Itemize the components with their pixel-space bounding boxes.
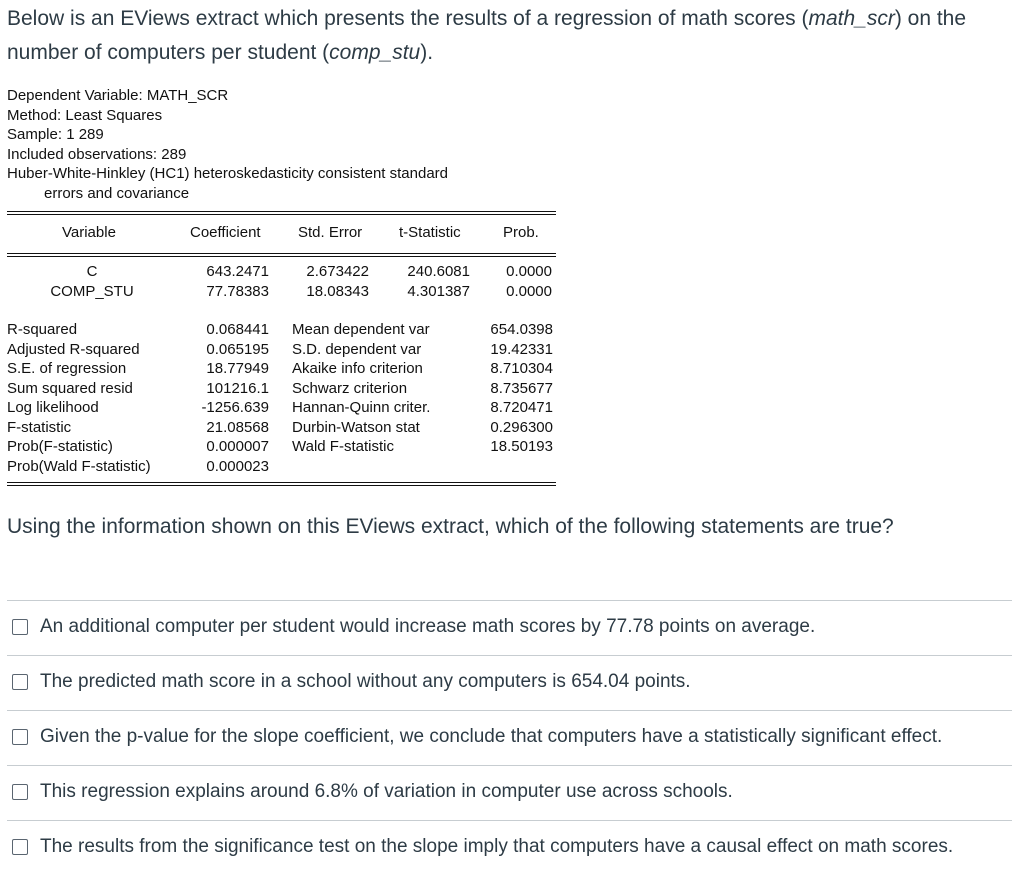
stat-value: 0.068441 bbox=[206, 321, 269, 338]
stat-value: 8.735677 bbox=[490, 380, 553, 397]
stat-label: Durbin-Watson stat bbox=[292, 419, 420, 436]
option-2[interactable] bbox=[12, 667, 691, 697]
stat-label: Log likelihood bbox=[7, 399, 99, 416]
dependent-variable-line: Dependent Variable: MATH_SCR bbox=[7, 87, 229, 104]
stat-value: 19.42331 bbox=[490, 341, 553, 358]
row-t: 4.301387 bbox=[407, 283, 470, 300]
stat-value: 0.296300 bbox=[490, 419, 553, 436]
stat-value: 654.0398 bbox=[490, 321, 553, 338]
stat-label: F-statistic bbox=[7, 419, 72, 436]
stat-value: 0.000007 bbox=[206, 438, 269, 455]
stat-value: 0.000023 bbox=[206, 458, 269, 475]
option-divider bbox=[7, 655, 1012, 656]
option-3[interactable] bbox=[12, 722, 942, 752]
option-label: The results from the significance test on the slope imply that computers have a causal effect on math scores. bbox=[40, 836, 954, 857]
stat-value: 8.720471 bbox=[490, 399, 553, 416]
stat-label: Wald F-statistic bbox=[292, 438, 394, 455]
row-se: 2.673422 bbox=[306, 263, 369, 280]
row-variable: COMP_STU bbox=[50, 283, 134, 300]
option-1[interactable] bbox=[12, 612, 815, 642]
row-se: 18.08343 bbox=[306, 283, 369, 300]
table-rule bbox=[7, 256, 556, 257]
covariance-line: Huber-White-Hinkley (HC1) heteroskedasticity consistent standard bbox=[7, 165, 449, 182]
option-label: An additional computer per student would increase math scores by 77.78 points on average. bbox=[40, 616, 816, 637]
option-5[interactable] bbox=[12, 832, 953, 862]
stat-label: Prob(F-statistic) bbox=[7, 438, 113, 455]
stat-value: 101216.1 bbox=[206, 380, 269, 397]
option-divider bbox=[7, 765, 1012, 766]
col-t-statistic: t-Statistic bbox=[399, 224, 461, 241]
intro-part2: ) on the number of computers per student ( bbox=[7, 7, 967, 64]
col-prob: Prob. bbox=[503, 224, 539, 241]
row-t: 240.6081 bbox=[407, 263, 470, 280]
row-coef: 643.2471 bbox=[206, 263, 269, 280]
checkbox-icon[interactable] bbox=[12, 784, 28, 800]
table-rule bbox=[7, 253, 556, 254]
row-p: 0.0000 bbox=[506, 263, 552, 280]
option-label: Given the p-value for the slope coefficient, we conclude that computers have a statistically significant effect. bbox=[40, 726, 943, 747]
intro-part1: Below is an EViews extract which presents the results of a regression of math scores ( bbox=[7, 7, 809, 30]
checkbox-icon[interactable] bbox=[12, 619, 28, 635]
option-divider bbox=[7, 820, 1012, 821]
table-rule bbox=[7, 211, 556, 212]
stat-label: R-squared bbox=[7, 321, 78, 338]
col-variable: Variable bbox=[62, 224, 116, 241]
stat-value: 0.065195 bbox=[206, 341, 269, 358]
checkbox-icon[interactable] bbox=[12, 674, 28, 690]
stat-label: Sum squared resid bbox=[7, 380, 133, 397]
row-p: 0.0000 bbox=[506, 283, 552, 300]
covariance-line-cont: errors and covariance bbox=[44, 184, 190, 202]
stat-value: 21.08568 bbox=[206, 419, 269, 436]
intro-text bbox=[7, 2, 1012, 70]
option-divider bbox=[7, 710, 1012, 711]
stat-label: Mean dependent var bbox=[292, 321, 430, 338]
option-label: This regression explains around 6.8% of variation in computer use across schools. bbox=[40, 781, 733, 802]
checkbox-icon[interactable] bbox=[12, 839, 28, 855]
stat-value: -1256.639 bbox=[201, 399, 269, 416]
intro-part3: ). bbox=[420, 41, 434, 64]
row-coef: 77.78383 bbox=[206, 283, 269, 300]
stat-value: 18.77949 bbox=[206, 360, 269, 377]
method-line: Method: Least Squares bbox=[7, 106, 163, 124]
stat-label: Hannan-Quinn criter. bbox=[292, 399, 431, 416]
table-rule bbox=[7, 485, 556, 486]
col-std-error: Std. Error bbox=[298, 224, 363, 241]
eviews-header bbox=[7, 86, 448, 203]
stat-value: 18.50193 bbox=[490, 438, 553, 455]
intro-var-comp-stu: comp_stu bbox=[329, 41, 421, 64]
row-variable: C bbox=[86, 263, 98, 280]
col-coefficient: Coefficient bbox=[190, 224, 261, 241]
stat-label: S.E. of regression bbox=[7, 360, 127, 377]
stat-label: Adjusted R-squared bbox=[7, 341, 140, 358]
observations-line: Included observations: 289 bbox=[7, 145, 187, 163]
stat-value: 8.710304 bbox=[490, 360, 553, 377]
stat-label: Prob(Wald F-statistic) bbox=[7, 458, 151, 475]
sample-line: Sample: 1 289 bbox=[7, 126, 104, 143]
option-label: The predicted math score in a school without any computers is 654.04 points. bbox=[40, 671, 691, 692]
stat-label: Akaike info criterion bbox=[292, 360, 423, 377]
option-divider bbox=[7, 600, 1012, 601]
stat-label: Schwarz criterion bbox=[292, 380, 408, 397]
option-4[interactable] bbox=[12, 777, 733, 807]
table-rule bbox=[7, 214, 556, 215]
table-rule bbox=[7, 482, 556, 483]
question-text: Using the information shown on this EViews extract, which of the following statements are true? bbox=[7, 515, 894, 538]
checkbox-icon[interactable] bbox=[12, 729, 28, 745]
intro-var-math-scr: math_scr bbox=[808, 7, 895, 30]
stat-label: S.D. dependent var bbox=[292, 341, 422, 358]
